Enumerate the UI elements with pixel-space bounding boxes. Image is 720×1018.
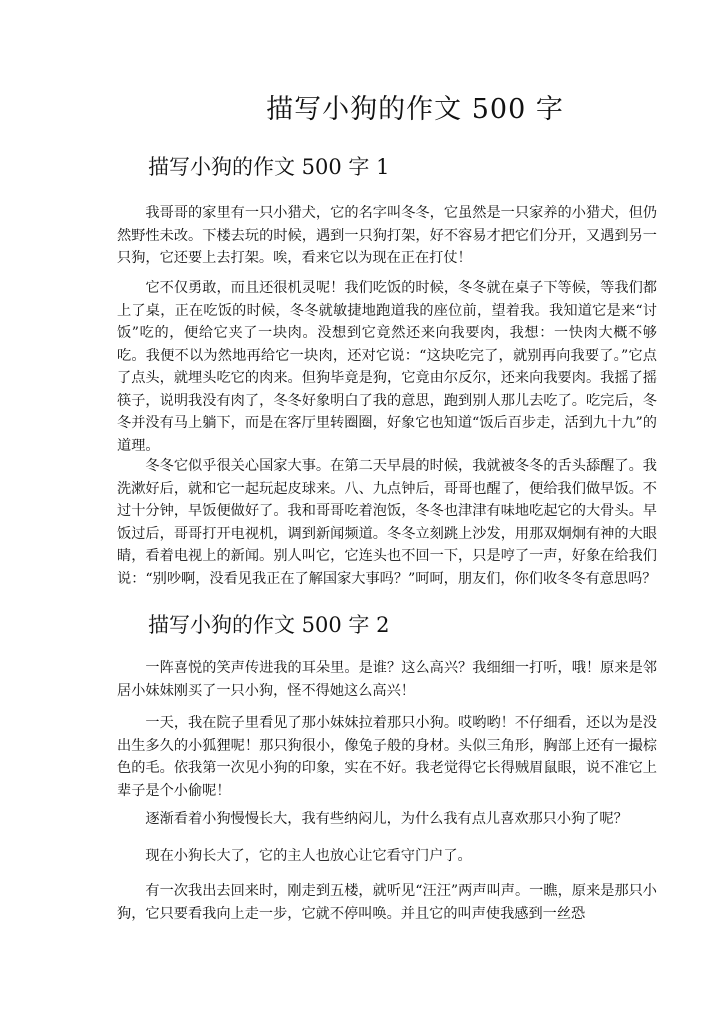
section-1-paragraph-2: 它不仅勇敢，而且还很机灵呢！我们吃饭的时候，冬冬就在桌子下等候，等我们都上了桌，正在吃饭的时候，冬冬就敏捷地跑道我的座位前，望着我。我知道它是来“讨饭”吃的，便给它夹了一块肉。没想到它竟然还来向我要肉，我想：一快肉大概不够吃。我便不以为然地再给它一块肉，还对它说：“这块吃完了，就别再向我要了。”它点了点头，就埋头吃它的肉来。但狗毕竟是狗，它竟由尔反尔，还来向我要肉。我摇了摇筷子，说明我没有肉了，冬冬好象明白了我的意思，跑到别人那儿去吃了。吃完后，冬冬并没有马上躺下，而是在客厅里转圈圈，好象它也知道“饭后百步走，活到九十九”的道理。 xyxy=(117,280,657,454)
section-1-paragraph-1: 我哥哥的家里有一只小猎犬，它的名字叫冬冬，它虽然是一只家养的小猎犬，但仍然野性未改。下楼去玩的时候，遇到一只狗打架，好不容易才把它们分开，又遇到另一只狗，它还要上去打架。唉，看来它以为现在正在打仗！ xyxy=(117,205,657,266)
document-title: 描写小狗的作文 500 字 xyxy=(266,94,564,125)
section-2-heading: 描写小狗的作文 500 字 2 xyxy=(148,613,390,637)
section-2-paragraph-3: 逐渐看着小狗慢慢长大，我有些纳闷儿，为什么我有点儿喜欢那只小狗了呢？ xyxy=(145,811,628,827)
section-2-paragraph-5: 有一次我出去回来时，刚走到五楼，就听见“汪汪”两声叫声。一瞧，原来是那只小狗，它只要看我向上走一步，它就不停叫唤。并且它的叫声使我感到一丝恐 xyxy=(117,883,657,922)
section-2-paragraph-4: 现在小狗长大了，它的主人也放心让它看守门户了。 xyxy=(145,848,472,864)
section-2-paragraph-2: 一天，我在院子里看见了那小妹妹拉着那只小狗。哎哟哟！不仔细看，还以为是没出生多久的小狐狸呢！那只狗很小，像兔子般的身材。头似三角形，胸部上还有一撮棕色的毛。依我第一次见小狗的印象，实在不好。我老觉得它长得贼眉鼠眼，说不准它上辈子是个小偷呢！ xyxy=(117,715,657,799)
section-1-paragraph-3: 冬冬它似乎很关心国家大事。在第二天早晨的时候，我就被冬冬的舌头舔醒了。我洗漱好后，就和它一起玩起皮球来。八、九点钟后，哥哥也醒了，便给我们做早饭。不过十分钟，早饭便做好了。我和哥哥吃着泡饭，冬冬也津津有味地吃起它的大骨头。早饭过后，哥哥打开电视机，调到新闻频道。冬冬立刻跳上沙发，用那双炯炯有神的大眼睛，看着电视上的新闻。别人叫它，它连头也不回一下，只是哼了一声，好象在给我们说：“别吵啊，没看见我正在了解国家大事吗？”呵呵，朋友们，你们收冬冬有意思吗？ xyxy=(117,458,657,587)
section-1-heading: 描写小狗的作文 500 字 1 xyxy=(148,155,390,179)
section-2-paragraph-1: 一阵喜悦的笑声传进我的耳朵里。是谁？这么高兴？我细细一打听，哦！原来是邻居小妹妹刚买了一只小狗，怪不得她这么高兴！ xyxy=(117,660,657,699)
